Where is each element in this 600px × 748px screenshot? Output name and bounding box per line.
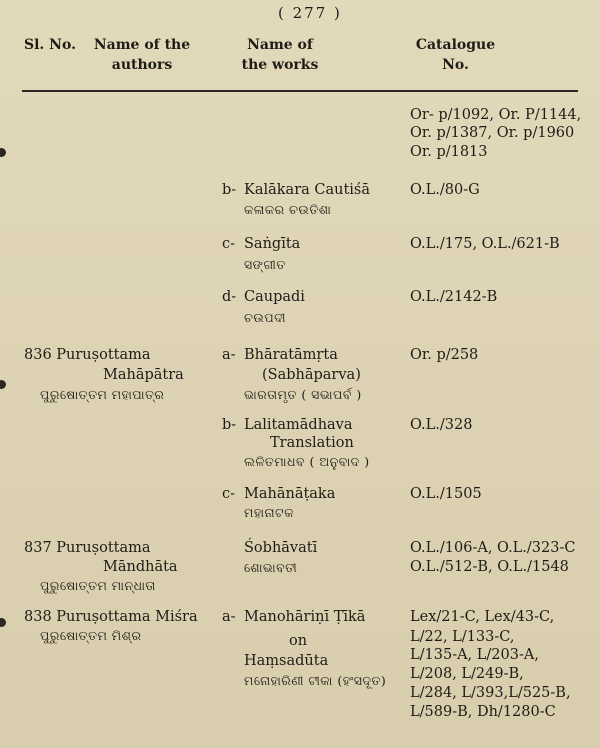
work-title-odia: ଚଉପଦୀ xyxy=(244,310,286,325)
work-item-marker: a- xyxy=(222,609,236,625)
author-name-cont: Mahāpātra xyxy=(103,367,184,383)
work-title: Mahānāṭaka xyxy=(244,486,336,502)
work-item-marker: d- xyxy=(222,289,237,305)
catalogue-number: Or- p/1092, Or. P/1144, xyxy=(410,107,582,123)
author-serial-name: 838 Puruṣottama Miśra xyxy=(24,609,198,625)
work-subtitle: Translation xyxy=(270,435,354,451)
work-title: Manohāriṇī Ṭīkā xyxy=(244,609,366,625)
catalogue-number: Or. p/258 xyxy=(410,347,479,363)
work-title-odia: ଲଳିତମାଧବ ( ଅନୁବାଦ ) xyxy=(244,454,370,469)
header-works-line1: Name of xyxy=(247,37,313,53)
catalogue-number: Lex/21-C, Lex/43-C, xyxy=(410,609,555,625)
catalogue-number: O.L./80-G xyxy=(410,182,480,198)
author-name-cont: Māndhāta xyxy=(103,559,178,575)
binding-hole xyxy=(0,148,6,157)
binding-hole xyxy=(0,380,6,389)
work-item-marker: c- xyxy=(222,236,236,252)
catalogue-number: O.L./2142-B xyxy=(410,289,498,305)
work-title: Caupadi xyxy=(244,289,305,305)
work-title-odia: ଶୋଭାବତୀ xyxy=(244,560,298,575)
header-authors-line2: authors xyxy=(111,57,173,73)
header-sl-no: Sl. No. xyxy=(24,37,76,53)
author-serial-name: 837 Puruṣottama xyxy=(24,540,151,556)
work-title: Bhāratāmṛta xyxy=(244,347,338,363)
catalogue-number: L/284, L/393,L/525-B, xyxy=(410,685,571,701)
work-title-odia: ମହାନାଟକ xyxy=(244,505,294,520)
header-authors-line1: Name of the xyxy=(93,37,191,53)
work-title-connector: on xyxy=(289,633,308,649)
header-catalogue-line1: Catalogue xyxy=(415,37,496,53)
work-title: Śobhāvatī xyxy=(244,540,318,556)
catalogue-number: L/208, L/249-B, xyxy=(410,666,524,682)
catalogue-number: L/22, L/133-C, xyxy=(410,629,515,645)
work-title-odia: ସଙ୍ଗୀତ xyxy=(244,257,286,272)
work-item-marker: a- xyxy=(222,347,236,363)
catalogue-number: L/135-A, L/203-A, xyxy=(410,647,539,663)
catalogue-number: O.L./1505 xyxy=(410,486,482,502)
catalogue-number: L/589-B, Dh/1280-C xyxy=(410,704,556,720)
author-name-odia: ପୁରୁଷୋତ୍ତମ ମହାପାତ୍ର xyxy=(40,387,165,402)
binding-hole xyxy=(0,618,6,627)
work-subtitle: (Sabhāparva) xyxy=(262,367,361,383)
catalogue-number: O.L./175, O.L./621-B xyxy=(410,236,560,252)
catalogue-number: O.L./106-A, O.L./323-C xyxy=(410,540,576,556)
catalogue-number: Or. p/1813 xyxy=(410,144,488,160)
work-title-odia: ମନୋହାରିଣୀ ଟୀକା (ହଂସଦୂତ) xyxy=(244,673,387,688)
work-title-odia: କଳାକର ଚଉତିଶା xyxy=(244,202,332,217)
work-title-cont: Haṃsadūta xyxy=(244,653,329,669)
work-title: Saṅgīta xyxy=(244,236,301,252)
header-divider xyxy=(22,90,578,92)
work-title: Kalākara Cautiśā xyxy=(244,182,371,198)
catalogue-number: O.L./512-B, O.L./1548 xyxy=(410,559,569,575)
work-title: Lalitamādhava xyxy=(244,417,353,433)
work-item-marker: c- xyxy=(222,486,236,502)
header-works-line2: the works xyxy=(241,57,319,73)
work-item-marker: b- xyxy=(222,182,237,198)
work-title-odia: ଭାରତାମୃତ ( ସଭାପର୍ବ ) xyxy=(244,387,362,402)
work-item-marker: b- xyxy=(222,417,237,433)
header-catalogue-line2: No. xyxy=(442,57,469,73)
author-name-odia: ପୁରୁଷୋତ୍ତମ ମାନ୍ଧାତା xyxy=(40,578,156,593)
author-name-odia: ପୁରୁଷୋତ୍ତମ ମିଶ୍ର xyxy=(40,628,142,643)
page-number: ( 277 ) xyxy=(278,4,342,22)
catalogue-number: O.L./328 xyxy=(410,417,473,433)
catalogue-number: Or. p/1387, Or. p/1960 xyxy=(410,125,575,141)
author-serial-name: 836 Puruṣottama xyxy=(24,347,151,363)
